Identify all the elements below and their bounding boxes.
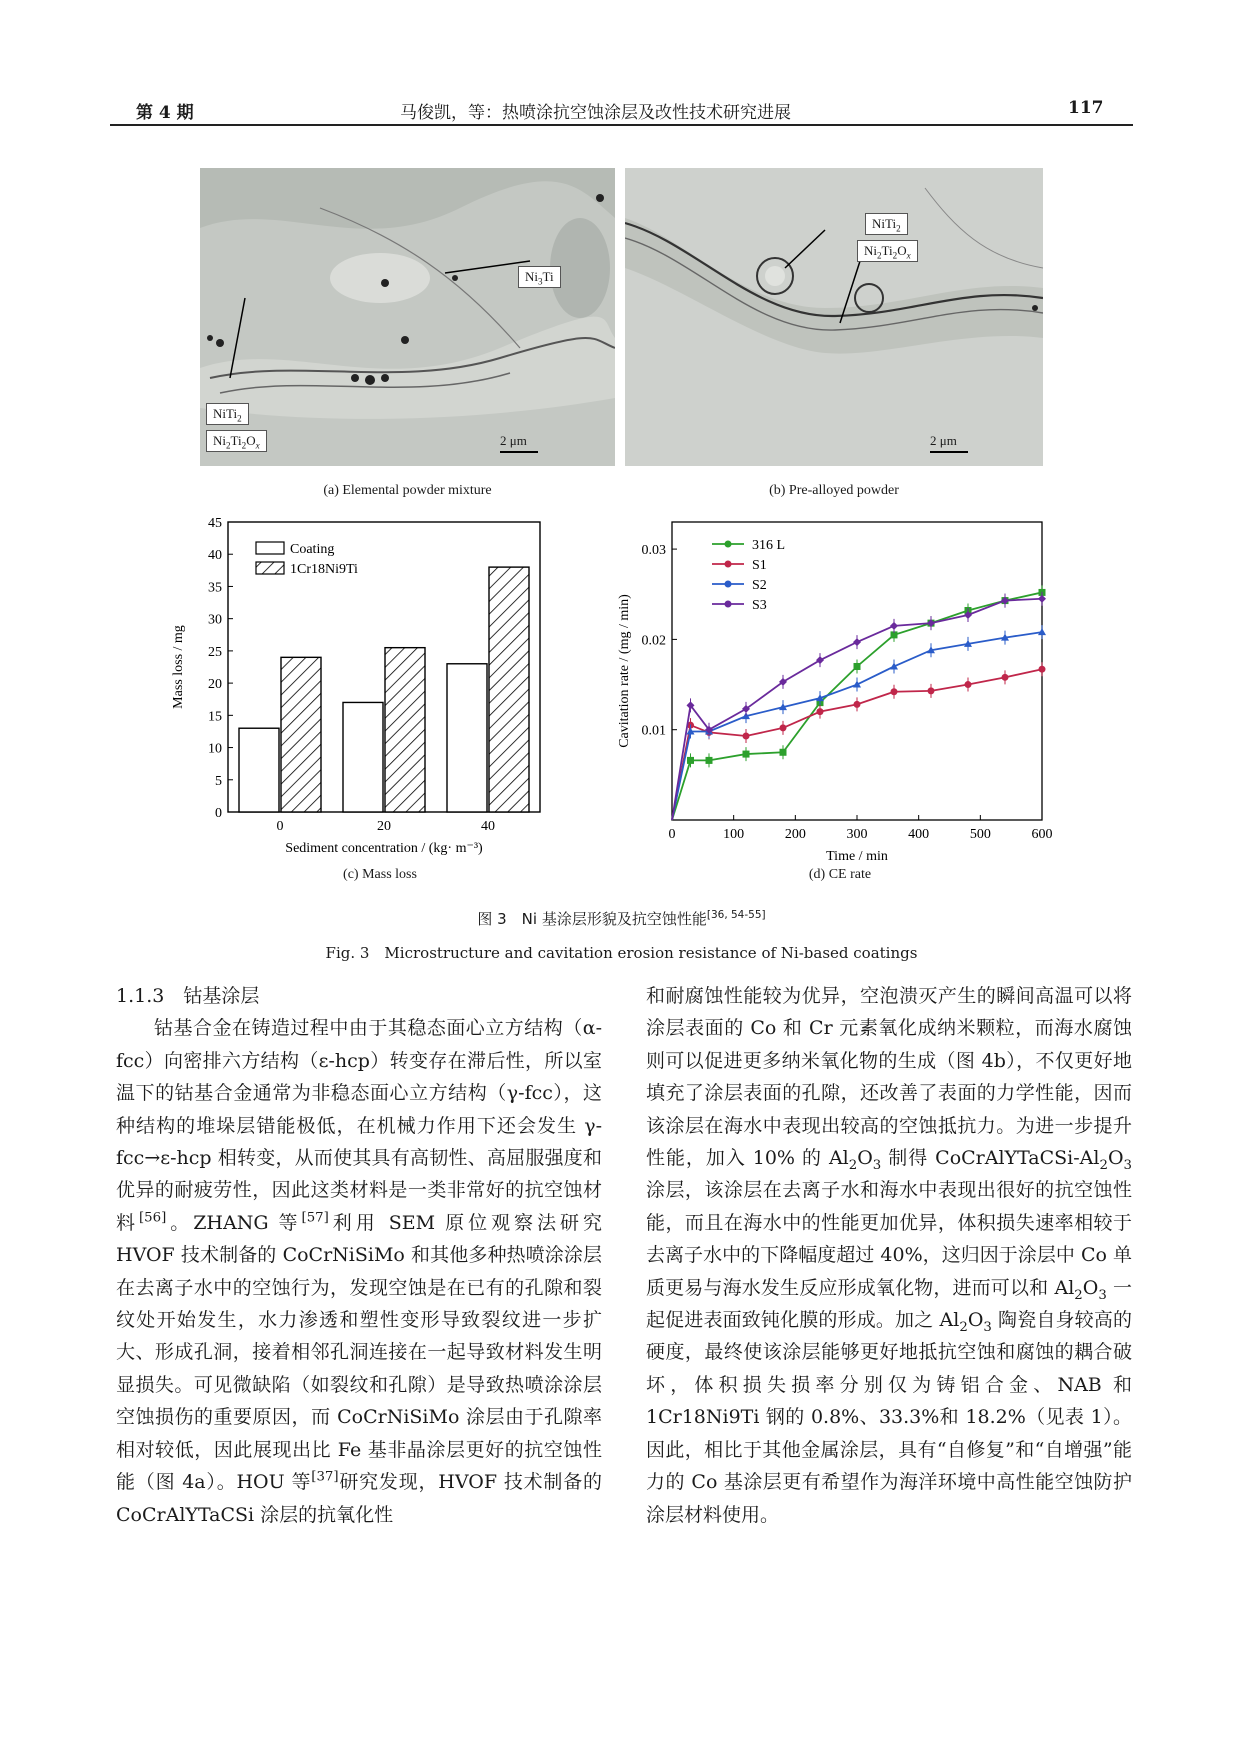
al2o3-formula-2: $Al_2O_3$	[1079, 1147, 1132, 1173]
page-number: 117	[1068, 98, 1104, 118]
point-S1-3	[743, 733, 750, 740]
scale-bar-a	[500, 433, 538, 453]
scale-bar-b-label: 2 μm	[930, 433, 957, 448]
point-S1-10	[1002, 674, 1009, 681]
left-text-1: 钴基合金在铸造过程中由于其稳态面心立方结构（α-fcc）向密排六方结构（ε-hcp）转变存在滞后性，所以室温下的钴基合金通常为非稳态面心立方结构（γ-fcc），这种结构的堆垛层错能极低，在机械力作用下还会发生 γ-fcc→ε-hcp 相转变，从而使其具有高韧性、高屈服强度和优异的耐疲劳性，因此这类材料是一类非常好的抗空蚀材料	[116, 1017, 602, 1234]
legend-label-c-1: 1Cr18Ni9Ti	[290, 562, 358, 577]
legend-label-d-1: S1	[752, 558, 767, 573]
y-axis-label-d: Cavitation rate / (mg / min)	[617, 594, 632, 748]
point-S1-11	[1039, 666, 1046, 673]
caption-c: (c) Mass loss	[343, 867, 417, 882]
label-niti2-b: NiTi$_2$	[865, 213, 908, 235]
y-tick-label-c-7: 35	[208, 580, 222, 596]
bar-Coating-40	[447, 664, 487, 812]
y-tick-label-d-2: 0.03	[641, 543, 666, 559]
legend-marker-d-3	[725, 601, 732, 608]
micrograph-b-texture	[625, 168, 1043, 466]
label-ni3ti: $Ni_3Ti$	[518, 266, 561, 288]
bar-Coating-20	[343, 702, 383, 812]
caption-a: (a) Elemental powder mixture	[323, 483, 492, 498]
bar-Coating-0	[239, 728, 279, 812]
legend-swatch-c-1	[256, 562, 284, 574]
figure-caption-cn	[110, 908, 1133, 929]
point-S1-7	[891, 688, 898, 695]
y-tick-label-c-9: 45	[208, 516, 222, 531]
y-tick-label-c-3: 15	[208, 709, 222, 725]
legend-label-c-0: Coating	[290, 542, 335, 557]
running-title: 马俊凯，等：热喷涂抗空蚀涂层及改性技术研究进展	[400, 103, 791, 123]
y-tick-label-c-0: 0	[215, 806, 222, 821]
scale-bar-a-label: 2 μm	[500, 433, 527, 448]
figure-caption-en: Fig. 3 Microstructure and cavitation erosion resistance of Ni-based coatings	[325, 944, 918, 962]
left-text-3: 利用 SEM 原位观察法研究 HVOF 技术制备的 CoCrNiSiMo 和其他多种热喷涂涂层在去离子水中的空蚀行为，发现空蚀是在已有的孔隙和裂纹处开始发生，水力渗透和塑性变形导致裂纹进一步扩大、形成孔洞，接着相邻孔洞连接在一起导致材料发生明显损失。可见微缺陷（如裂纹和孔隙）是导致热喷涂涂层空蚀损伤的重要原因，而 CoCrNiSiMo 涂层由于孔隙率相对较低，因此展现出比 Fe 基非晶涂层更好的抗空蚀性能（图 4a）。HOU 等	[116, 1211, 602, 1494]
legend-swatch-c-0	[256, 542, 284, 554]
section-heading: 1.1.3 钴基涂层	[116, 985, 260, 1007]
x-tick-label-d-2: 200	[784, 827, 806, 842]
right-text-2: 制得 CoCrAlYTaCSi-	[881, 1147, 1080, 1170]
micrograph-a	[200, 168, 615, 466]
ce-rate-chart	[610, 510, 1060, 860]
y-tick-label-d-1: 0.02	[641, 633, 666, 649]
right-text-4: 一起促进表面致钝化膜的形成。加之	[646, 1276, 1132, 1332]
label-niti2-a: NiTi$_2$	[206, 403, 249, 425]
label-ni2ti2ox-b: $Ni_2Ti_2O_x$	[857, 240, 918, 262]
x-axis-label-d: Time / min	[826, 849, 888, 860]
right-text-1: 和耐腐蚀性能较为优异，空泡溃灭产生的瞬间高温可以将涂层表面的 Co 和 Cr 元素氧化成纳米颗粒，而海水腐蚀则可以促进更多纳米氧化物的生成（图 4b），不仅更好地填充了涂层表面的孔隙，还改善了表面的力学性能，因而该涂层在海水中表现出较高的空蚀抵抗力。为进一步提升性能，加入 10% 的	[646, 985, 1132, 1170]
y-tick-label-c-8: 40	[208, 548, 222, 564]
right-paragraph	[646, 980, 1132, 1531]
bar-1Cr18Ni9Ti-0	[281, 657, 321, 812]
y-tick-label-c-5: 25	[208, 644, 222, 660]
issue-number: 第 4 期	[136, 103, 194, 123]
left-paragraph	[116, 1012, 602, 1531]
x-tick-label-c-0: 0	[276, 819, 284, 834]
x-tick-label-d-5: 500	[969, 827, 991, 842]
figure-caption-cn-text: 图 3 Ni 基涂层形貌及抗空蚀性能	[477, 910, 707, 928]
al2o3-formula-4: $Al_2O_3$	[939, 1309, 992, 1335]
al2o3-formula-1: $Al_2O_3$	[828, 1147, 882, 1173]
point-316L-3	[743, 751, 750, 758]
y-tick-label-c-2: 10	[208, 741, 222, 757]
right-text-3: 涂层，该涂层在去离子水和海水中表现出很好的抗空蚀性能，而且在海水中的性能更加优异，体积损失速率相较于去离子水中的下降幅度超过 40%，这归因于涂层中 Co 单质更易与海水发生反应形成氧化物，进而可以和	[646, 1179, 1132, 1299]
x-tick-label-c-2: 40	[481, 819, 495, 834]
point-S3-7	[890, 622, 898, 630]
legend-marker-d-1	[725, 561, 732, 568]
ref-37[interactable]: [37]	[311, 1469, 339, 1485]
series-line-S1	[672, 669, 1042, 820]
caption-d: (d) CE rate	[808, 867, 872, 882]
header-rule	[110, 124, 1133, 126]
point-S1-6	[854, 701, 861, 708]
x-tick-label-d-0: 0	[668, 827, 676, 842]
point-S1-4	[780, 724, 787, 731]
point-S1-5	[817, 708, 824, 715]
point-S1-9	[965, 681, 972, 688]
micrograph-a-texture	[200, 168, 615, 466]
point-316L-6	[854, 663, 861, 670]
x-tick-label-d-1: 100	[723, 827, 745, 842]
mass-loss-chart	[160, 510, 560, 860]
x-tick-label-d-3: 300	[846, 827, 868, 842]
point-S3-5	[816, 656, 824, 664]
point-S3-6	[853, 638, 861, 646]
caption-b: (b) Pre-alloyed powder	[769, 483, 899, 498]
point-S3-11	[1038, 595, 1046, 603]
y-tick-label-c-4: 20	[208, 677, 222, 693]
left-text-4: 研究发现，HVOF 技术制备的 CoCrAlYTaCSi 涂层的抗氧化性	[116, 1471, 602, 1526]
x-tick-label-d-4: 400	[908, 827, 930, 842]
point-316L-2	[706, 757, 713, 764]
x-axis-label-c: Sediment concentration / (kg· m⁻³)	[285, 841, 483, 856]
point-S1-8	[928, 687, 935, 694]
left-text-2: 。ZHANG 等	[166, 1211, 302, 1234]
ref-56[interactable]: [56]	[138, 1210, 167, 1226]
legend-label-d-2: S2	[752, 578, 767, 593]
y-tick-label-c-1: 5	[215, 773, 222, 789]
left-column	[116, 980, 602, 1531]
legend-label-d-0: 316 L	[752, 538, 786, 553]
figure-caption-cn-ref: [36, 54-55]	[706, 909, 766, 921]
legend-marker-d-0	[725, 541, 732, 548]
al2o3-formula-3: $Al_2O_3$	[1054, 1276, 1107, 1303]
label-ni2ti2ox-a: $Ni_2Ti_2O_x$	[206, 430, 267, 452]
x-tick-label-c-1: 20	[377, 819, 391, 834]
bar-1Cr18Ni9Ti-20	[385, 648, 425, 812]
legend-marker-d-2	[725, 581, 732, 588]
y-tick-label-c-6: 30	[208, 612, 222, 628]
scale-bar-b	[930, 433, 968, 453]
x-tick-label-d-6: 600	[1031, 827, 1053, 842]
y-axis-label-c: Mass loss / mg	[171, 625, 186, 709]
ref-57[interactable]: [57]	[301, 1210, 329, 1226]
y-tick-label-d-0: 0.01	[641, 723, 666, 739]
right-text-5: 陶瓷自身较高的硬度，最终使该涂层能够更好地抵抗空蚀和腐蚀的耦合破坏，体积损失损率分别仅为铸铝合金、NAB 和 1Cr18Ni9Ti 钢的 0.8%、33.3%和 18.2%（见表 1）。因此，相比于其他金属涂层，具有“自修复”和“自增强”能力的 Co 基涂层更有希望作为海洋环境中高性能空蚀防护涂层材料使用。	[646, 1309, 1132, 1526]
point-316L-4	[780, 749, 787, 756]
micrograph-b	[625, 168, 1043, 466]
right-column	[646, 980, 1132, 1531]
point-S2-11	[1038, 628, 1046, 635]
point-316L-1	[687, 757, 694, 764]
legend-label-d-3: S3	[752, 598, 767, 613]
bar-1Cr18Ni9Ti-40	[489, 567, 529, 812]
